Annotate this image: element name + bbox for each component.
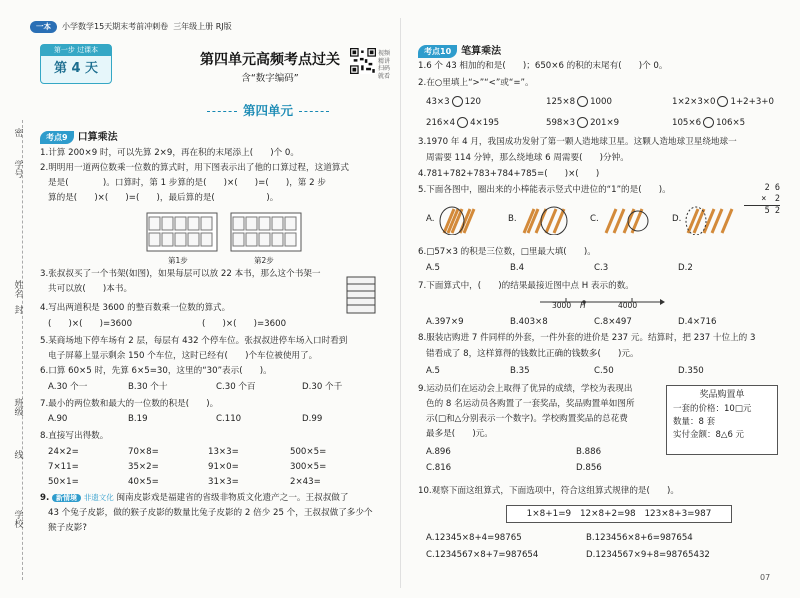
number-line-label-4000: 4000 [618, 301, 638, 310]
sticks-figure-b [520, 205, 570, 235]
option-a[interactable]: A.5 [426, 366, 440, 376]
figure-cell [188, 217, 199, 230]
question-10-2: 2.在○里填上“>”“<”或“=”。 [418, 78, 534, 88]
compare-left: 105×6 [672, 118, 702, 128]
figure-cell [285, 233, 296, 246]
question-10-4: 4.781+782+783+784+785=( )×( ) [418, 169, 600, 179]
option-c[interactable]: C.1234567×8+7=987654 [426, 550, 539, 560]
figure-cell [285, 217, 296, 230]
series-title: 小学数学15天期末考前冲刺卷 [62, 22, 169, 31]
option-d[interactable]: D.1234567×9+8=98765432 [586, 550, 710, 560]
question-9-2-line3: 算的是( )×( )=( )，最后算的是( )。 [48, 193, 279, 203]
option-c[interactable]: C.8×497 [594, 317, 632, 327]
vcalc-line: 2 6 [764, 183, 780, 193]
question-10-9-line4: 最多是( )元。 [426, 429, 493, 439]
compare-right: 120 [464, 97, 482, 107]
figure-cell [272, 233, 283, 246]
option-c[interactable]: C.3 [594, 263, 609, 273]
question-9-9-line2: 43 个兔子皮影，做的猴子皮影的数量比兔子皮影的 2 倍少 25 个，王叔叔做了多少个 [48, 508, 373, 518]
question-9-5-line1: 5.某商场地下停车场有 2 层，每层有 432 个停车位。张叔叔进停车场入口时看到 [40, 336, 348, 346]
option-b[interactable]: B.886 [576, 447, 602, 457]
stick-options [426, 205, 746, 239]
figure-cell [233, 233, 244, 246]
question-10-9-line3: 示(□和△分别表示一个数字)。学校购置奖品的总花费 [426, 414, 628, 424]
question-9-9-line3: 猴子皮影? [48, 523, 87, 533]
question-9-9-line1: 9. 新情境 非遗文化 闽南皮影戏是福建省的省级非物质文化遗产之一。王叔叔做了 [40, 493, 349, 503]
section-10-header [418, 44, 501, 59]
option-c[interactable]: C.50 [594, 366, 614, 376]
option-b[interactable]: B.403×8 [510, 317, 548, 327]
question-10-5: 5.下面各图中，圈出来的小棒能表示竖式中进位的“1”的是( )。 [418, 185, 671, 195]
number-line-label-h: H [580, 301, 586, 310]
compare-right: 1+2+3+0 [730, 97, 774, 107]
question-9-6-options [48, 381, 342, 394]
vcalc-line: × 2 [761, 194, 780, 205]
question-10-9-options-row1 [426, 446, 601, 459]
heritage-badge: 非遗文化 [83, 493, 114, 502]
figure-cell [175, 233, 186, 246]
option-d[interactable]: D. [672, 214, 682, 224]
option-a[interactable]: A.90 [48, 414, 68, 424]
number-line-label-3000: 3000 [552, 301, 572, 310]
question-10-6-options [426, 262, 693, 275]
figure-cell [259, 233, 270, 246]
sticks-figure-d [684, 205, 740, 235]
section-10-name: 笔算乘法 [461, 46, 502, 57]
question-9-2-line1: 2.明明用一道两位数乘一位数的算式时，用下图表示出了他的口算过程，这道算式 [40, 163, 349, 173]
margin-label-student-id: 学号 [12, 160, 23, 178]
bookshelf-figure [346, 276, 376, 314]
option-a[interactable]: A.397×9 [426, 317, 464, 327]
section-9-tag: 考点9 [40, 131, 74, 144]
page-number: 07 [760, 573, 771, 582]
new-context-badge: 新情境 [52, 494, 81, 502]
question-10-8-line1: 8.服装店购进 7 件同样的外套，一件外套的进价是 237 元。结算时，把 237 十位上的 3 [418, 333, 756, 343]
option-c[interactable]: C.816 [426, 463, 452, 473]
mental-math-item: 40×5= [128, 477, 159, 487]
option-b[interactable]: B. [508, 214, 517, 224]
option-c[interactable]: C.110 [216, 414, 242, 424]
qr-code-icon[interactable] [350, 48, 376, 74]
page-gutter [400, 18, 401, 588]
option-d[interactable]: D.30 个千 [302, 382, 343, 392]
question-9-7-options [48, 413, 322, 426]
day-box [40, 44, 112, 84]
compare-circle[interactable] [703, 117, 714, 128]
compare-left: 125×8 [546, 97, 576, 107]
compare-right: 4×195 [470, 118, 500, 128]
compare-right: 106×5 [716, 118, 746, 128]
question-9-4: 4.写出两道积是 3600 的整百数乘一位数的算式。 [40, 303, 231, 313]
binding-margin [8, 120, 28, 580]
question-10-10: 10.观察下面这组算式，下面选项中，符合这组算式规律的是( )。 [418, 486, 679, 496]
mental-math-item: 50×1= [48, 477, 79, 487]
question-10-7: 7.下面算式中，( )的结果最接近图中点 H 表示的数。 [418, 281, 634, 291]
day-number: 第 4 天 [53, 61, 99, 76]
page-title: 第四单元高频考点过关 [200, 52, 340, 68]
option-a[interactable]: A.12345×8+4=98765 [426, 533, 522, 543]
option-d[interactable]: D.99 [302, 414, 323, 424]
figure-cell [246, 217, 257, 230]
option-b[interactable]: B.123456×8+6=987654 [586, 533, 693, 543]
option-b[interactable]: B.4 [510, 263, 525, 273]
prize-total: 实付金额：8△6 元 [673, 430, 745, 441]
compare-right: 1000 [590, 97, 612, 107]
section-10-tag: 考点10 [418, 45, 457, 58]
option-d[interactable]: D.4×716 [678, 317, 717, 327]
option-a[interactable]: A.30 个一 [48, 382, 88, 392]
figure-cell [162, 217, 173, 230]
question-9-8: 8.直接写出得数。 [40, 431, 109, 441]
brand-logo: 一本 [30, 21, 57, 33]
page-subtitle: 含“数字编码” [241, 73, 299, 84]
mental-math-item: 2×43= [290, 477, 321, 487]
option-c[interactable]: C.30 个百 [216, 382, 256, 392]
compare-circle[interactable] [457, 117, 468, 128]
option-d[interactable]: D.350 [678, 366, 704, 376]
question-9-5-line2: 电子屏幕上显示剩余 150 个车位，这时已经有( )个车位被使用了。 [48, 351, 318, 361]
question-10-10-options-row1 [426, 532, 693, 545]
compare-left: 216×4 [426, 118, 456, 128]
compare-right: 201×9 [590, 118, 620, 128]
mental-math-item: 7×11= [48, 462, 79, 472]
option-b[interactable]: B.30 个十 [128, 382, 168, 392]
option-c[interactable]: C. [590, 214, 599, 224]
question-10-10-options-row2 [426, 549, 710, 562]
question-10-9-line1: 9.运动员们在运动会上取得了优异的成绩，学校为表现出 [418, 384, 633, 394]
mental-math-item: 91×0= [208, 462, 239, 472]
unit-title: 第四单元 [168, 102, 368, 121]
figure-cell [233, 217, 244, 230]
pattern-equations: 1×8+1=9 12×8+2=98 123×8+3=987 [506, 505, 732, 523]
option-d[interactable]: D.2 [678, 263, 693, 273]
mental-math-item: 13×3= [208, 447, 239, 457]
mental-math-item: 24×2= [48, 447, 79, 457]
figure-cell [259, 217, 270, 230]
mental-math-item: 70×8= [128, 447, 159, 457]
header-strip [30, 20, 390, 34]
question-9-6: 6.口算 60×5 时，先算 6×5=30，这里的“30”表示( )。 [40, 366, 272, 376]
figure-cell [149, 233, 160, 246]
vertical-calculation [744, 183, 780, 217]
question-9-9-text: 闽南皮影戏是福建省的省级非物质文化遗产之一。王叔叔做了 [116, 493, 349, 503]
vcalc-result: 5 2 [744, 205, 780, 217]
figure-label-step2: 第2步 [254, 256, 274, 265]
option-d[interactable]: D.856 [576, 463, 602, 473]
sticks-figure-a [438, 205, 488, 235]
figure-cell [175, 217, 186, 230]
oral-calc-figure [145, 211, 305, 257]
question-10-7-options [426, 316, 716, 329]
question-10-8-options [426, 365, 704, 378]
option-a[interactable]: A. [426, 214, 435, 224]
option-a[interactable]: A.5 [426, 263, 440, 273]
prize-purchase-slip [666, 385, 778, 455]
question-10-3-line1: 3.1970 年 4 月，我国成功发射了第一颗人造地球卫星。这颗人造地球卫星绕地球一 [418, 137, 737, 147]
compare-circle[interactable] [577, 117, 588, 128]
section-9-name: 口算乘法 [77, 132, 118, 143]
option-a[interactable]: A.896 [426, 447, 451, 457]
mental-math-item: 300×5= [290, 462, 327, 472]
sticks-figure-c [602, 205, 652, 235]
compare-row-2 [426, 117, 745, 130]
margin-label-class: 班级 [12, 398, 23, 416]
mental-math-item: 500×5= [290, 447, 327, 457]
question-9-3-line2: 共可以放( )本书。 [48, 284, 133, 294]
figure-cell [201, 217, 212, 230]
figure-label-step1: 第1步 [168, 256, 188, 265]
option-b[interactable]: B.35 [510, 366, 530, 376]
question-10-1: 1.6 个 43 相加的和是( )；650×6 的积的末尾有( )个 0。 [418, 61, 668, 71]
figure-cell [246, 233, 257, 246]
compare-left: 598×3 [546, 118, 576, 128]
qr-caption: 视频精讲 扫码就看 [378, 50, 391, 80]
prize-quantity: 数量：8 套 [673, 417, 716, 428]
question-9-2-line2: 是是( )。口算时，第 1 步算的是( )×( )=( )，第 2 步 [48, 178, 326, 188]
question-9-1: 1.计算 200×9 时，可以先算 2×9，再在积的末尾添上( )个 0。 [40, 148, 299, 158]
compare-circle[interactable] [452, 96, 463, 107]
figure-cell [149, 217, 160, 230]
section-9-header [40, 130, 118, 145]
prize-price: 一套的价格：10□元 [673, 403, 752, 414]
edition-label: 三年级上册 RJ版 [173, 22, 232, 31]
compare-row-1 [426, 96, 774, 109]
figure-cell [188, 233, 199, 246]
prize-slip-title: 奖品购置单 [699, 390, 745, 400]
margin-cut-mark: 密 [12, 128, 23, 137]
question-9-7: 7.最小的两位数和最大的一位数的积是( )。 [40, 399, 219, 409]
margin-label-name: 姓名 [12, 280, 23, 298]
margin-cut-mark: 封 [12, 305, 23, 314]
mental-math-item: 31×3= [208, 477, 239, 487]
question-9-4-blank-b: ( )×( )=3600 [202, 319, 287, 329]
question-10-8-line2: 错看成了 8，这样算得的钱数比正确的钱数多( )元。 [426, 349, 639, 359]
compare-circle[interactable] [717, 96, 728, 107]
figure-cell [272, 217, 283, 230]
compare-circle[interactable] [577, 96, 588, 107]
question-9-3-line1: 3.张叔叔买了一个书架(如图)，如果每层可以放 22 本书，那么这个书架一 [40, 269, 321, 279]
compare-left: 1×2×3×0 [672, 97, 716, 107]
mental-math-item: 35×2= [128, 462, 159, 472]
compare-left: 43×3 [426, 97, 450, 107]
figure-cell [162, 233, 173, 246]
question-10-6: 6.□57×3 的积是三位数，□里最大填( )。 [418, 247, 596, 257]
margin-cut-mark: 线 [12, 450, 23, 459]
question-9-4-blank-a: ( )×( )=3600 [48, 319, 133, 329]
figure-cell [201, 233, 212, 246]
question-10-9-line2: 色的 8 名运动员各购置了一套奖品，奖品购置单如图所 [426, 399, 635, 409]
margin-label-school: 学校 [12, 510, 23, 528]
question-10-9-options-row2 [426, 462, 602, 475]
question-10-3-line2: 周需要 114 分钟，那么绕地球 6 周需要( )分钟。 [426, 153, 629, 163]
option-b[interactable]: B.19 [128, 414, 148, 424]
day-caption: 第一步 过课本 [41, 45, 111, 56]
